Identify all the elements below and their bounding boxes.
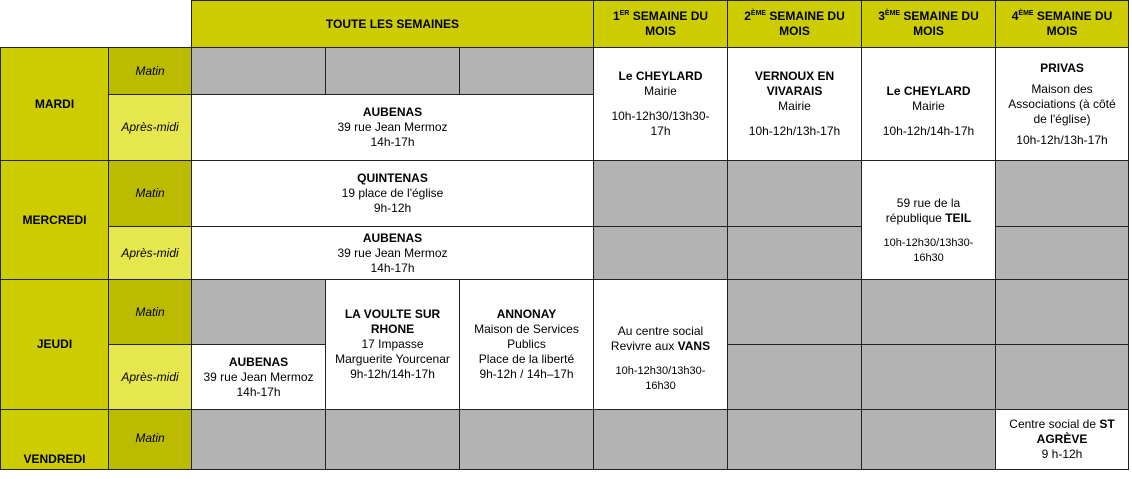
header-week-3: 3ÈME SEMAINE DU MOIS <box>862 1 996 48</box>
mercredi-week3-cell <box>862 161 996 280</box>
vendredi-week4-cell <box>996 410 1129 470</box>
period-matin: Matin <box>109 280 192 345</box>
empty-slot <box>326 48 460 95</box>
location-city: RHONE <box>370 322 415 336</box>
location-city: Le CHEYLARD <box>618 69 703 83</box>
jeudi-matin-row <box>1 280 1129 345</box>
location-hours: 14h-17h <box>370 135 415 149</box>
empty-slot <box>996 227 1129 280</box>
location-city: LA VOULTE SUR <box>344 307 441 321</box>
location-hours: 16h30 <box>913 252 944 264</box>
location-address: 17 Impasse <box>361 337 424 351</box>
location-address: 19 place de l'église <box>341 186 444 200</box>
location-hours: 9h-12h / 14h–17h <box>479 367 574 381</box>
location-place: Maison de Services <box>474 322 579 336</box>
day-mardi: MARDI <box>1 48 109 161</box>
period-matin: Matin <box>109 161 192 227</box>
mercredi-quintenas-cell <box>192 161 594 227</box>
location-hours: 10h-12h30/13h30- <box>611 109 710 123</box>
empty-slot <box>728 410 862 470</box>
location-address: 39 rue Jean Mermoz <box>203 369 314 384</box>
jeudi-aubenas-cell <box>192 345 326 410</box>
vendredi-matin-row <box>1 410 1129 470</box>
period-apres-midi: Après-midi <box>109 227 192 280</box>
empty-slot <box>728 280 862 345</box>
header-all-weeks: TOUTE LES SEMAINES <box>192 1 594 48</box>
empty-slot <box>996 161 1129 227</box>
location-hours: 9h-12h <box>373 201 412 215</box>
location-hours: 10h-12h/13h-17h <box>748 124 841 138</box>
empty-slot <box>862 345 996 410</box>
empty-slot <box>192 280 326 345</box>
location-city: AUBENAS <box>228 354 289 369</box>
location-city: VIVARAIS <box>766 84 823 98</box>
location-city: AGRÈVE <box>1036 432 1088 446</box>
location-place: Au centre social <box>617 323 704 338</box>
location-city: Le CHEYLARD <box>886 83 971 98</box>
empty-slot <box>460 410 594 470</box>
location-address: 59 rue de la <box>896 196 961 210</box>
header-week-4: 4ÈME SEMAINE DU MOIS <box>996 1 1129 48</box>
mardi-week3-cell <box>862 48 996 161</box>
location-hours: 16h30 <box>645 379 676 392</box>
jeudi-annonay-cell <box>460 280 594 410</box>
day-jeudi: JEUDI <box>1 280 109 410</box>
empty-slot <box>594 410 728 470</box>
header-week-1: 1ER SEMAINE DU MOIS <box>594 1 728 48</box>
jeudi-voulte-cell <box>326 280 460 410</box>
location-address: Marguerite Yourcenar <box>335 352 450 366</box>
period-matin: Matin <box>109 48 192 95</box>
empty-slot <box>862 280 996 345</box>
location-hours: 14h-17h <box>370 260 415 275</box>
location-place: Centre social de ST <box>1009 417 1115 431</box>
header-row <box>1 1 1129 48</box>
location-city: QUINTENAS <box>357 171 428 185</box>
header-week-2: 2ÈME SEMAINE DU MOIS <box>728 1 862 48</box>
location-hours: 10h-12h30/13h30- <box>615 364 706 377</box>
mardi-week2-cell <box>728 48 862 161</box>
empty-slot <box>728 161 862 227</box>
location-hours: 9 h-12h <box>1041 447 1083 461</box>
location-place: Publics <box>507 337 546 351</box>
mardi-aubenas-cell <box>192 95 594 161</box>
empty-slot <box>326 410 460 470</box>
location-hours: 9h-12h/14h-17h <box>350 367 435 381</box>
location-hours: 14h-17h <box>236 384 281 399</box>
location-address: république TEIL <box>885 211 972 225</box>
empty-slot <box>728 227 862 280</box>
location-hours: 10h-12h30/13h30- <box>883 237 974 249</box>
location-city: VERNOUX EN <box>754 69 835 83</box>
location-city: AUBENAS <box>362 105 423 119</box>
mercredi-aubenas-cell <box>192 227 594 280</box>
mardi-week1-cell <box>594 48 728 161</box>
location-place: Mairie <box>644 84 677 98</box>
location-place: Revivre aux VANS <box>610 338 711 353</box>
corner-blank <box>1 1 192 48</box>
day-vendredi: VENDREDI <box>1 410 109 470</box>
empty-slot <box>192 410 326 470</box>
location-hours: 10h-12h/13h-17h <box>1016 132 1108 147</box>
period-apres-midi: Après-midi <box>109 95 192 161</box>
location-place: de l'église) <box>1033 111 1091 126</box>
empty-slot <box>594 227 728 280</box>
empty-slot <box>594 161 728 227</box>
empty-slot <box>728 345 862 410</box>
location-place: Maison des <box>1031 81 1093 96</box>
location-city: AUBENAS <box>362 230 423 245</box>
mardi-week4-cell <box>996 48 1129 161</box>
period-apres-midi: Après-midi <box>109 345 192 410</box>
location-address: 39 rue Jean Mermoz <box>337 245 448 260</box>
mercredi-matin-row <box>1 161 1129 227</box>
location-hours: 17h <box>650 124 671 138</box>
period-matin: Matin <box>109 410 192 470</box>
location-address: 39 rue Jean Mermoz <box>337 120 448 134</box>
location-place: Associations (à côté <box>1008 96 1116 111</box>
location-city: ANNONAY <box>496 307 557 321</box>
empty-slot <box>996 345 1129 410</box>
location-place: Mairie <box>912 98 945 113</box>
empty-slot <box>192 48 326 95</box>
location-place: Mairie <box>778 99 811 113</box>
empty-slot <box>862 410 996 470</box>
empty-slot <box>996 280 1129 345</box>
jeudi-week1-cell <box>594 280 728 410</box>
location-address: Place de la liberté <box>478 352 575 366</box>
location-hours: 10h-12h/14h-17h <box>882 123 975 138</box>
day-mercredi: MERCREDI <box>1 161 109 280</box>
empty-slot <box>460 48 594 95</box>
mardi-matin-row <box>1 48 1129 95</box>
location-city: PRIVAS <box>1040 60 1084 75</box>
